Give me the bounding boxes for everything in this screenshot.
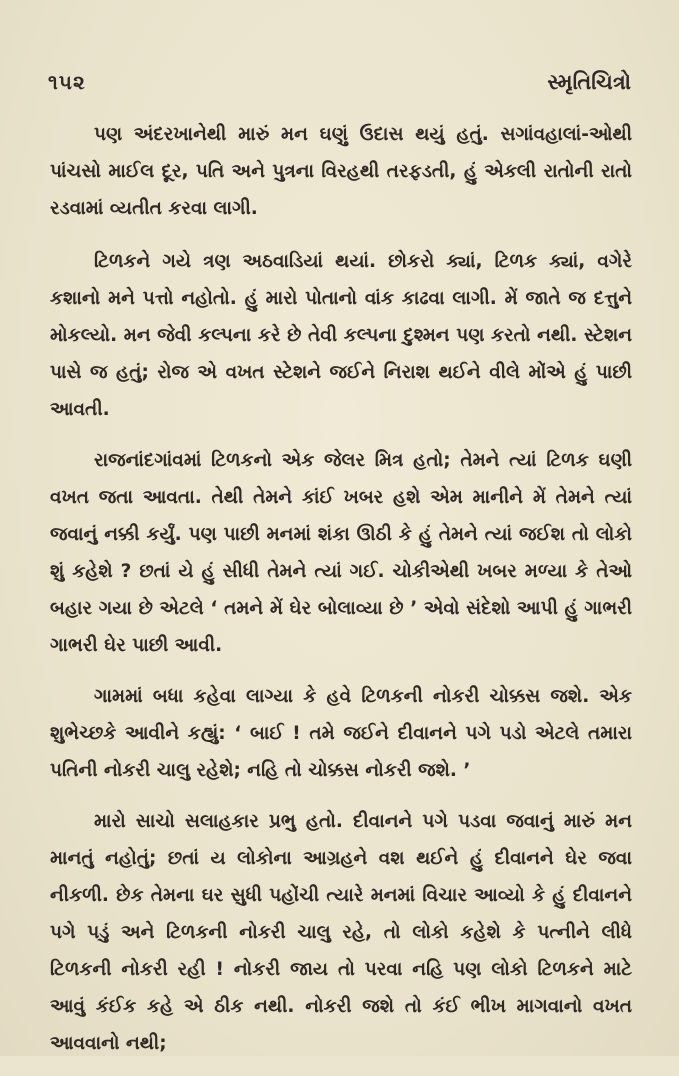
- body-text: [50, 116, 632, 1076]
- paragraph-2: ટિળકને ગયે ત્રણ અઠવાડિયાં થયાં. છોકરો ક્યાં, ટિળક ક્યાં, વગેરે કશાનો મને પત્તો નહોતો. હું મારો પોતાનો વાંક કાઢવા લાગી. મેં જાતે જ દત્તુને મોકલ્યો. મન જેવી કલ્પના કરે છે તેવી કલ્પના દુશ્મન પણ કરતો નથી. સ્ટેશન પાસે જ હતું; રોજ એ વખત સ્ટેશને જઈને નિરાશ થઈને વીલે મોંએ હું પાછી આવતી.: [50, 251, 632, 420]
- page-number: ૧૫૨: [48, 70, 86, 94]
- running-title: સ્મૃતિચિત્રો: [547, 70, 631, 94]
- page-header: [48, 70, 631, 106]
- paragraph-1: પણ અંદરખાનેથી મારું મન ઘણું ઉદાસ થયું હતું. સગાંવહાલાં-ઓથી પાંચસો માઈલ દૂર, પતિ અને પુત્રના વિરહથી તરફડતી, હું એકલી રાતોની રાતો રડવામાં વ્યતીત કરવા લાગી.: [50, 124, 632, 219]
- paragraph-3: રાજનાંદગાંવમાં ટિળકનો એક જેલર મિત્ર હતો; તેમને ત્યાં ટિળક ઘણી વખત જતા આવતા. તેથી તેમને કાંઈ ખબર હશે એમ માનીને મેં તેમને ત્યાં જવાનું નક્કી કર્યું. પણ પાછી મનમાં શંકા ઊઠી કે હું તેમને ત્યાં જઈશ તો લોકો શું કહેશે ? છતાં યે હું સીધી તેમને ત્યાં ગઈ. ચોકીએથી ખબર મળ્યા કે તેઓ બહાર ગયા છે એટલે ‘ તમને મેં ઘેર બોલાવ્યા છે ’ એવો સંદેશો આપી હું ગાભરી ગાભરી ઘેર પાછી આવી.: [50, 450, 632, 656]
- paragraph-5: મારો સાચો સલાહકાર પ્રભુ હતો. દીવાનને પગે પડવા જવાનું મારું મન માનતું નહોતું; છતાં ય લોકોના આગ્રહને વશ થઈને હું દીવાનને ઘેર જવા નીકળી. છેક તેમના ઘર સુધી પહોંચી ત્યારે મનમાં વિચાર આવ્યો કે હું દીવાનને પગે પડું અને ટિળકની નોકરી ચાલુ રહે, તો લોકો કહેશે કે પત્નીને લીધે ટિળકની નોકરી રહી ! નોકરી જાય તો પરવા નહિ પણ લોકો ટિળકને માટે આવું કંઈક કહે એ ઠીક નથી. નોકરી જશે તો કંઈ ભીખ માગવાનો વખત આવવાનો નથી;: [50, 811, 632, 1054]
- paragraph-4: ગામમાં બધા કહેવા લાગ્યા કે હવે ટિળકની નોકરી ચોક્કસ જશે. એક શુભેચ્છકે આવીને કહ્યું: ‘ બાઈ ! તમે જઈને દીવાનને પગે પડો એટલે તમારા પતિની નોકરી ચાલુ રહેશે; નહિ તો ચોક્કસ નોકરી જશે. ’: [50, 686, 632, 781]
